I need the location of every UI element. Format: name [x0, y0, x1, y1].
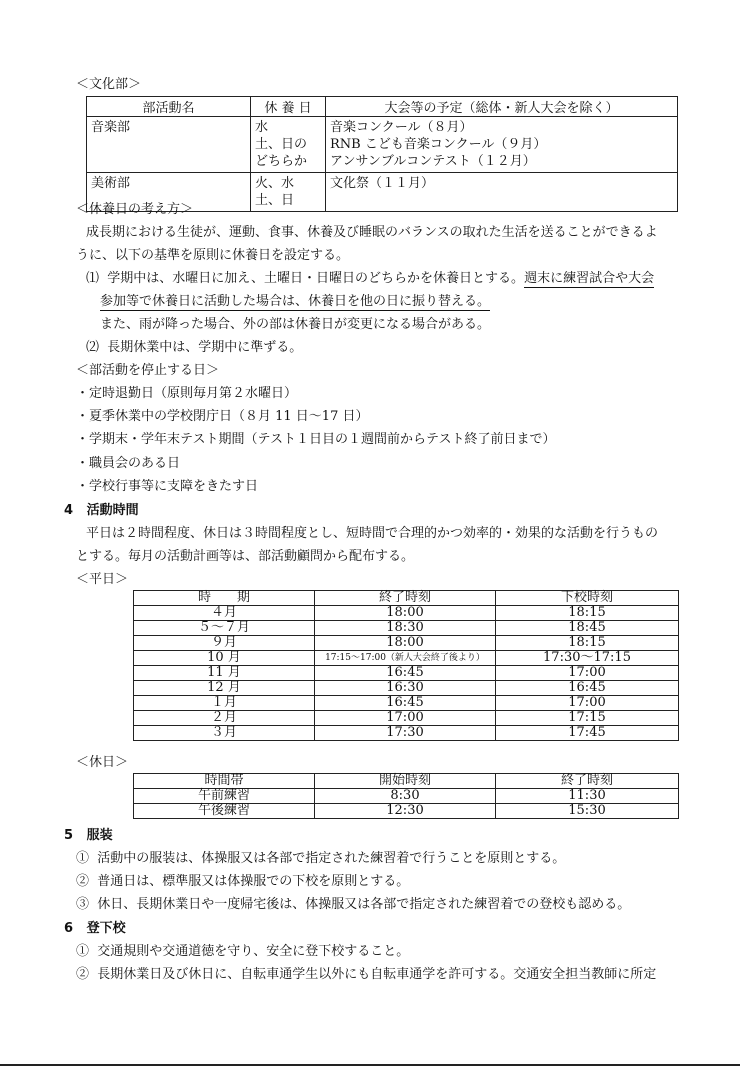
kyuyo-heading: ＜休養日の考え方＞	[76, 202, 194, 217]
rest-days	[251, 173, 326, 212]
holiday-header: 開始時刻	[315, 774, 496, 789]
section-number: 5	[64, 828, 74, 843]
item-text: 交通規則や交通道徳を守り、安全に登下校すること。	[97, 944, 410, 959]
event-line: 音楽コンクール（８月）	[330, 120, 473, 135]
list-item	[76, 896, 630, 914]
underlined-text: 週末に練習試合や大会	[524, 271, 655, 286]
event-line: RNB こども音楽コンクール（９月）	[330, 137, 547, 152]
cell: 午後練習	[134, 804, 315, 819]
cell: 10 月	[134, 651, 315, 666]
list-item	[76, 966, 656, 984]
table-row	[134, 681, 679, 696]
list-item	[76, 943, 409, 961]
weekday-heading: ＜平日＞	[76, 572, 129, 587]
table-row	[134, 789, 679, 804]
cell: 18:00	[315, 606, 496, 621]
holiday-table	[133, 773, 679, 819]
item-text: 活動中の服装は、体操服又は各部で指定された練習着で行うことを原則とする。	[97, 851, 566, 866]
table-row	[134, 621, 679, 636]
kyuyo-item-1	[86, 270, 654, 288]
cell: １月	[134, 696, 315, 711]
cell: ９月	[134, 636, 315, 651]
item-text: 普通日は、標準服又は体操服での下校を原則とする。	[97, 874, 410, 889]
table-row	[134, 606, 679, 621]
cell: ４月	[134, 606, 315, 621]
item-marker: ②	[76, 967, 90, 982]
cell: 16:45	[315, 696, 496, 711]
weekday-table	[133, 590, 679, 741]
event-line: アンサンブルコンテスト（１２月）	[330, 154, 536, 169]
rest-line: 土、日の	[255, 137, 308, 152]
cell: 17:00	[496, 696, 679, 711]
cell: 17:15	[496, 711, 679, 726]
rest-line: 火、水	[255, 176, 295, 191]
section-title: 服装	[86, 828, 113, 843]
cell: 11:30	[496, 789, 679, 804]
item-text: 学期中は、水曜日に加え、土曜日・日曜日のどちらかを休養日とする。	[107, 271, 525, 286]
cell: 11 月	[134, 666, 315, 681]
list-item	[76, 850, 565, 868]
table-row	[134, 711, 679, 726]
cell: ５～７月	[134, 621, 315, 636]
cell: 18:00	[315, 636, 496, 651]
events	[326, 173, 678, 212]
item-text: 休日、長期休業日や一度帰宅後は、体操服又は各部で指定された練習着での登校も認める。	[97, 897, 631, 912]
cell: 17:30～17:15	[496, 651, 679, 666]
kyuyo-para: うに、以下の基準を原則に休養日を設定する。	[76, 248, 350, 263]
rest-line: 土、日	[255, 193, 295, 208]
item-marker: ②	[76, 874, 90, 889]
cell: 18:45	[496, 621, 679, 636]
cell: 17:15～17:00（新人大会終了後より）	[315, 651, 496, 666]
section-6-heading	[64, 920, 126, 938]
cell: 午前練習	[134, 789, 315, 804]
table-row	[134, 726, 679, 741]
bunka-header-rest: 休 養 日	[251, 97, 326, 117]
section-number: 6	[64, 921, 74, 936]
holiday-header: 終了時刻	[496, 774, 679, 789]
cell: 15:30	[496, 804, 679, 819]
section-number: 4	[64, 503, 74, 518]
club-name: 美術部	[87, 173, 251, 212]
bunka-header-name: 部活動名	[87, 97, 251, 117]
table-row	[134, 804, 679, 819]
table-row	[134, 636, 679, 651]
section-4-heading	[64, 502, 139, 520]
page-bottom-divider	[0, 1064, 740, 1066]
kyuyo-item-1-note: また、雨が降った場合、外の部は休養日が変更になる場合がある。	[100, 317, 491, 332]
cell: ２月	[134, 711, 315, 726]
kyuyo-item-1-cont	[100, 293, 490, 311]
sec4-para: とする。毎月の活動計画等は、部活動顧問から配布する。	[76, 549, 415, 564]
list-item: ・職員会のある日	[76, 456, 181, 471]
holiday-header: 時間帯	[134, 774, 315, 789]
rest-days	[251, 117, 326, 173]
list-item: ・学校行事等に支障をきたす日	[76, 479, 259, 494]
cell: 16:30	[315, 681, 496, 696]
cell: 18:15	[496, 606, 679, 621]
event-line: 文化祭（１１月）	[330, 176, 435, 191]
table-row	[134, 651, 679, 666]
cell: 16:45	[496, 681, 679, 696]
cell: 17:30	[315, 726, 496, 741]
club-name: 音楽部	[87, 117, 251, 173]
section-title: 登下校	[86, 921, 126, 936]
cell: 12 月	[134, 681, 315, 696]
sec4-para: 平日は２時間程度、休日は３時間程度とし、短時間で合理的かつ効率的・効果的な活動を行うもの	[86, 526, 659, 541]
underlined-text: 参加等で休養日に活動した場合は、休養日を他の日に振り替える。	[100, 294, 491, 309]
table-row	[87, 117, 678, 173]
section-5-heading	[64, 827, 113, 845]
events	[326, 117, 678, 173]
rest-line: どちらか	[255, 154, 308, 169]
weekday-header: 時 期	[134, 591, 315, 606]
cell: 17:45	[496, 726, 679, 741]
list-item: ・定時退勤日（原則毎月第２水曜日）	[76, 386, 298, 401]
teishi-heading: ＜部活動を停止する日＞	[76, 363, 220, 378]
list-item: ・夏季休業中の学校閉庁日（８月 11 日～17 日）	[76, 409, 369, 424]
kyuyo-para: 成長期における生徒が、運動、食事、休養及び睡眠のバランスの取れた生活を送ることができるよ	[86, 225, 658, 240]
table-row	[134, 696, 679, 711]
rest-line: 水	[255, 120, 269, 135]
list-item	[76, 873, 409, 891]
cell: 12:30	[315, 804, 496, 819]
item-marker: ③	[76, 897, 90, 912]
item-text: 長期休業日及び休日に、自転車通学生以外にも自転車通学を許可する。交通安全担当教師に所定	[97, 967, 657, 982]
table-row	[134, 666, 679, 681]
cell: 17:00	[496, 666, 679, 681]
kyuyo-item-2	[86, 339, 302, 357]
item-marker: ①	[76, 851, 90, 866]
holiday-heading: ＜休日＞	[76, 755, 129, 770]
cell: 18:15	[496, 636, 679, 651]
bunka-header-events: 大会等の予定（総体・新人大会を除く）	[326, 97, 678, 117]
item-number: ⑴	[86, 271, 100, 286]
item-text: 長期休業中は、学期中に準ずる。	[107, 340, 303, 355]
weekday-header: 下校時刻	[496, 591, 679, 606]
cell: 8:30	[315, 789, 496, 804]
cell: 17:00	[315, 711, 496, 726]
item-number: ⑵	[86, 340, 100, 355]
item-marker: ①	[76, 944, 90, 959]
cell: 18:30	[315, 621, 496, 636]
bunka-heading: ＜文化部＞	[76, 77, 142, 92]
cell: 16:45	[315, 666, 496, 681]
section-title: 活動時間	[86, 503, 139, 518]
list-item: ・学期末・学年末テスト期間（テスト１日目の１週間前からテスト終了前日まで）	[76, 432, 556, 447]
cell: ３月	[134, 726, 315, 741]
bunka-table	[86, 96, 678, 212]
weekday-header: 終了時刻	[315, 591, 496, 606]
